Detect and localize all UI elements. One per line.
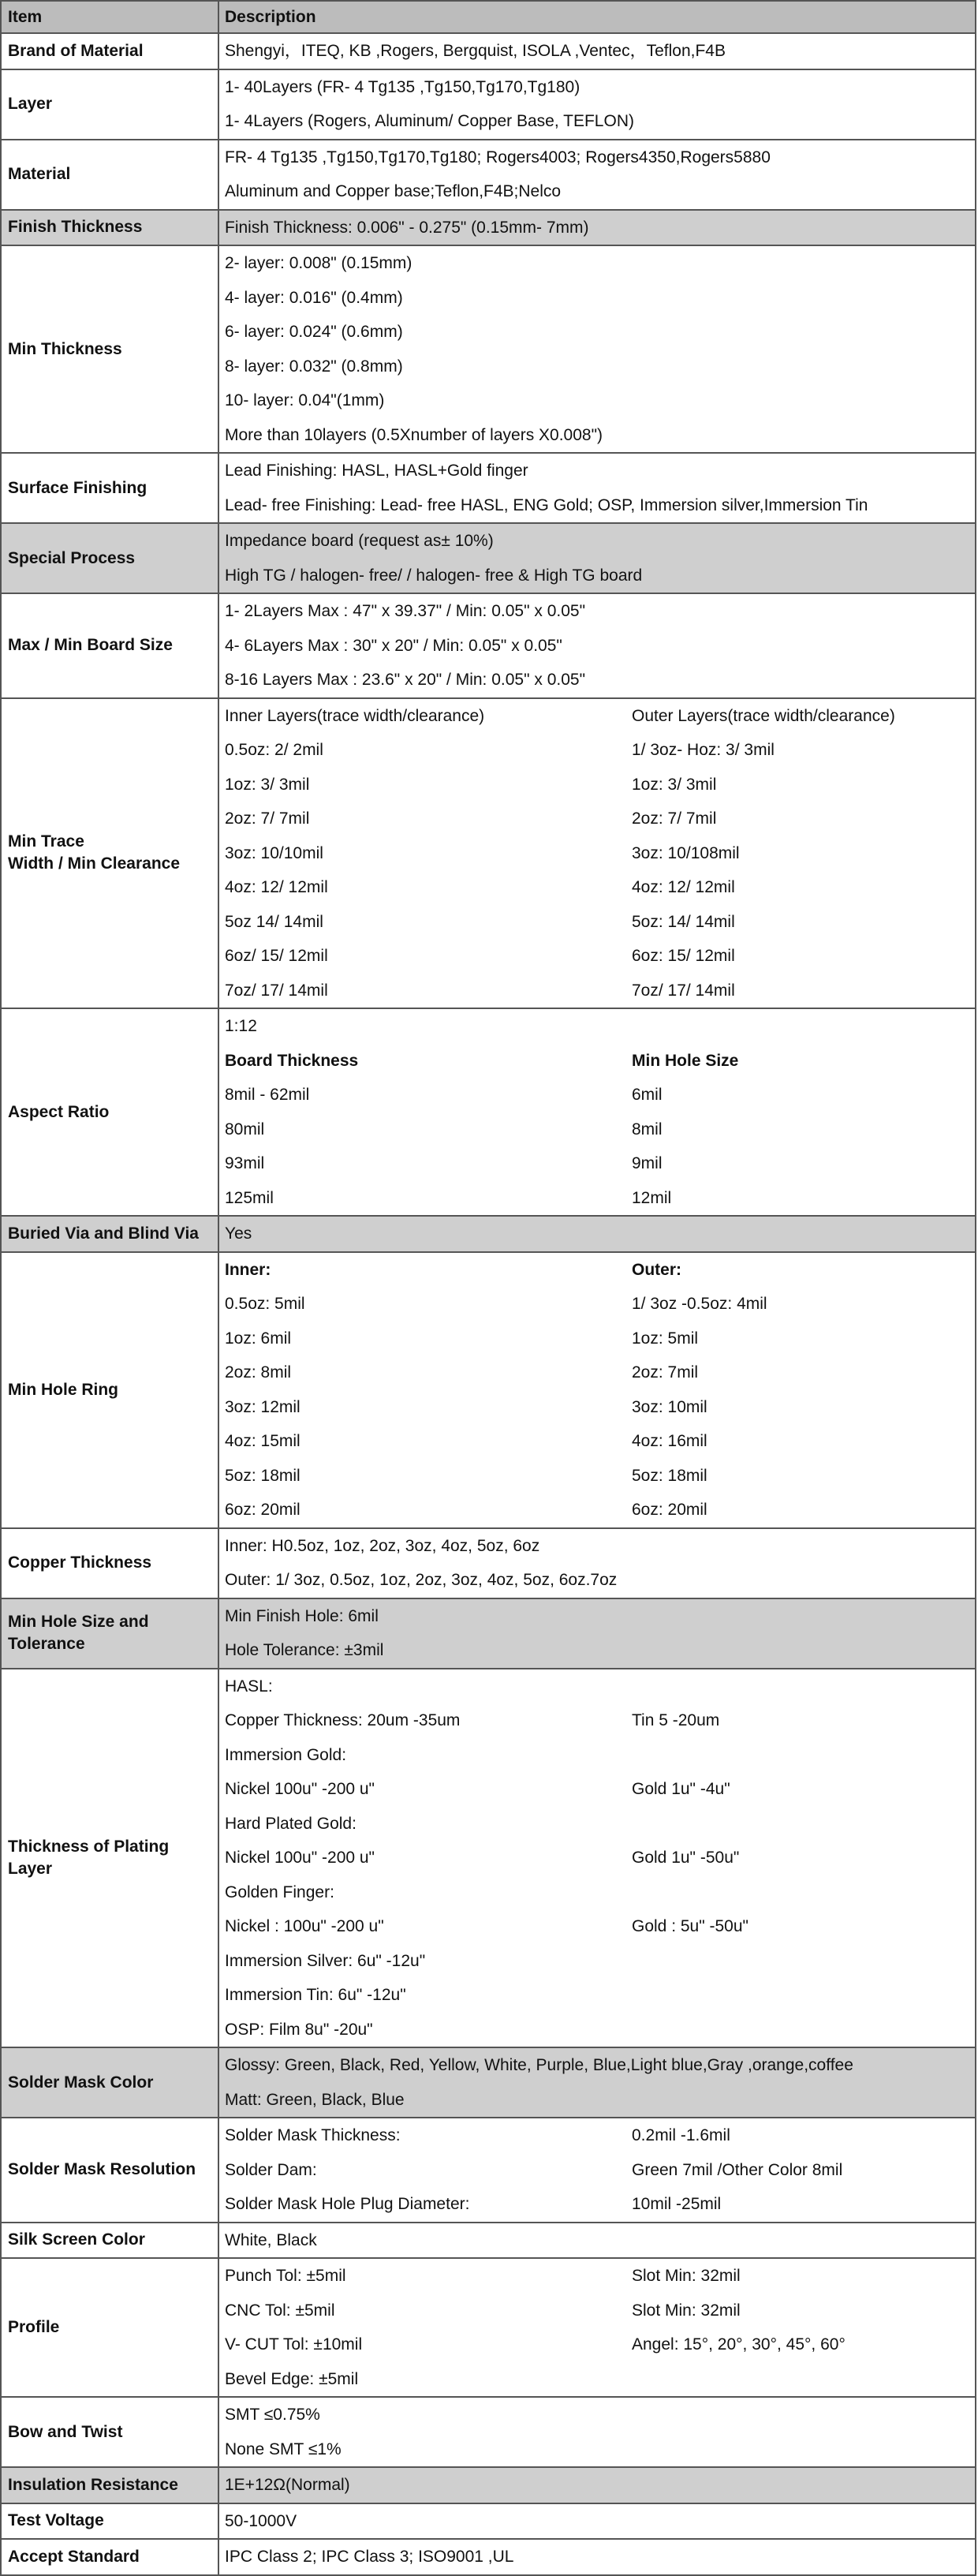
description-line (225, 1772, 975, 1807)
description-line (225, 802, 975, 836)
line-text-right: 6mil (632, 1086, 663, 1104)
description-line (225, 315, 975, 350)
description-line (225, 1112, 975, 1147)
line-text: 8-16 Layers Max : 23.6" x 20" / Min: 0.05" x 0.05" (225, 671, 586, 689)
description-line (225, 2398, 975, 2432)
row-item-label: Insulation Resistance (1, 2467, 218, 2503)
row-item-label: Thickness of Plating Layer (1, 1669, 218, 2048)
line-text: Hole Tolerance: ±3mil (225, 1641, 384, 1659)
description-line (225, 1424, 975, 1459)
line-text-right: 1/ 3oz -0.5oz: 4mil (632, 1295, 767, 1313)
line-text-right: Gold 1u" -50u" (632, 1849, 740, 1867)
line-text-left: 125mil (225, 1188, 274, 1207)
line-text-right: 3oz: 10/108mil (632, 843, 740, 862)
line-text-left: Punch Tol: ±5mil (225, 2267, 346, 2285)
description-line (225, 768, 975, 802)
line-text: Immersion Silver: 6u" -12u" (225, 1951, 426, 1970)
row-item-label: Profile (1, 2258, 218, 2397)
description-line (225, 699, 975, 734)
line-text: Shengyi，ITEQ, KB ,Rogers, Bergquist, ISOLA ,Ventec，Teflon,F4B (225, 42, 726, 60)
description-line (225, 2432, 975, 2467)
table-row (1, 593, 976, 698)
line-text: High TG / halogen- free/ / halogen- free & High TG board (225, 566, 643, 585)
description-line (225, 2362, 975, 2397)
line-text: None SMT ≤1% (225, 2440, 342, 2458)
row-item-label: Accept Standard (1, 2539, 218, 2575)
table-row (1, 1528, 976, 1598)
line-text-left: Inner Layers(trace width/clearance) (225, 706, 485, 725)
line-text-right: 1/ 3oz- Hoz: 3/ 3mil (632, 741, 775, 759)
description-line (225, 1253, 975, 1288)
row-item-label: Layer (1, 69, 218, 140)
line-text-right: 7oz/ 17/ 14mil (632, 981, 735, 1000)
line-text: 10- layer: 0.04"(1mm) (225, 391, 385, 409)
description-line (225, 1459, 975, 1494)
description-line (225, 281, 975, 316)
row-item-label: Max / Min Board Size (1, 593, 218, 698)
row-description (218, 245, 976, 453)
line-text-right: 2oz: 7mil (632, 1363, 699, 1381)
description-line (225, 2187, 975, 2222)
table-row (1, 1008, 976, 1216)
description-line (225, 2294, 975, 2328)
row-item-label: Surface Finishing (1, 453, 218, 523)
table-row (1, 2539, 976, 2575)
table-row (1, 523, 976, 593)
line-text-left: Inner: (225, 1260, 271, 1279)
row-item-label: Copper Thickness (1, 1528, 218, 1598)
line-text: White, Black (225, 2230, 317, 2249)
line-text-left: 8mil - 62mil (225, 1086, 310, 1104)
description-line (225, 2327, 975, 2362)
description-line (225, 1009, 975, 1044)
description-line (225, 2048, 975, 2083)
line-text: Min Finish Hole: 6mil (225, 1606, 379, 1625)
description-line (225, 836, 975, 871)
line-text-left: 5oz: 18mil (225, 1466, 300, 1485)
description-line (225, 211, 975, 245)
table-row (1, 69, 976, 140)
line-text: 1- 40Layers (FR- 4 Tg135 ,Tg150,Tg170,Tg180) (225, 77, 580, 96)
description-line (225, 1078, 975, 1112)
description-line (225, 1217, 975, 1251)
line-text-left: 6oz/ 15/ 12mil (225, 947, 328, 965)
description-line (225, 594, 975, 629)
row-description (218, 2467, 976, 2503)
line-text: 1- 4Layers (Rogers, Aluminum/ Copper Base, TEFLON) (225, 112, 634, 130)
table-row (1, 2047, 976, 2118)
line-text-right: 5oz: 14/ 14mil (632, 912, 735, 931)
description-line (225, 1390, 975, 1425)
table-row (1, 2118, 976, 2223)
line-text: 50-1000V (225, 2511, 297, 2530)
row-description (218, 1528, 976, 1598)
line-text-right: 1oz: 3/ 3mil (632, 775, 717, 794)
row-item-label: Min Trace Width / Min Clearance (1, 698, 218, 1009)
line-text-right: Min Hole Size (632, 1051, 739, 1070)
line-text-right: 1oz: 5mil (632, 1329, 699, 1348)
line-text-right: Green 7mil /Other Color 8mil (632, 2160, 843, 2179)
row-item-label: Material (1, 140, 218, 210)
description-line (225, 1322, 975, 1356)
line-text-left: 3oz: 12mil (225, 1397, 300, 1416)
line-text-right: 12mil (632, 1188, 672, 1207)
description-line (225, 1181, 975, 1216)
line-text-left: Solder Dam: (225, 2160, 317, 2179)
description-line (225, 939, 975, 974)
line-text: 6- layer: 0.024" (0.6mm) (225, 323, 403, 341)
row-item-label: Test Voltage (1, 2503, 218, 2540)
line-text-right: 0.2mil -1.6mil (632, 2126, 730, 2144)
description-line (225, 559, 975, 593)
description-line (225, 2259, 975, 2294)
row-item-label: Brand of Material (1, 33, 218, 69)
row-item-label: Aspect Ratio (1, 1008, 218, 1216)
line-text: More than 10layers (0.5Xnumber of layers X0.008") (225, 425, 603, 444)
table-row (1, 698, 976, 1009)
row-description (218, 1008, 976, 1216)
line-text-right: 5oz: 18mil (632, 1466, 707, 1485)
table-row (1, 33, 976, 69)
line-text-right: 4oz: 16mil (632, 1432, 707, 1450)
line-text-left: 3oz: 10/10mil (225, 843, 323, 862)
line-text-left: 4oz: 12/ 12mil (225, 878, 328, 896)
description-line (225, 1599, 975, 1634)
line-text-right: Gold 1u" -4u" (632, 1780, 730, 1798)
row-item-label: Buried Via and Blind Via (1, 1216, 218, 1252)
line-text-right: 3oz: 10mil (632, 1397, 707, 1416)
line-text-left: Board Thickness (225, 1051, 359, 1070)
row-item-label: Bow and Twist (1, 2397, 218, 2467)
row-description (218, 2503, 976, 2540)
line-text: SMT ≤0.75% (225, 2406, 320, 2424)
row-description (218, 453, 976, 523)
description-line (225, 454, 975, 488)
row-description (218, 33, 976, 69)
line-text: Hard Plated Gold: (225, 1814, 356, 1833)
table-row (1, 1598, 976, 1669)
table-row (1, 245, 976, 453)
row-item-label: Min Hole Ring (1, 1252, 218, 1528)
row-item-label: Special Process (1, 523, 218, 593)
line-text: Bevel Edge: ±5mil (225, 2369, 359, 2388)
row-description (218, 1216, 976, 1252)
line-text: Finish Thickness: 0.006" - 0.275" (0.15mm- 7mm) (225, 218, 589, 237)
description-line (225, 2504, 975, 2539)
row-description (218, 2397, 976, 2467)
line-text-left: 0.5oz: 2/ 2mil (225, 741, 323, 759)
table-header-row (1, 1, 976, 33)
description-line (225, 629, 975, 664)
description-line (225, 104, 975, 139)
line-text-left: 7oz/ 17/ 14mil (225, 981, 328, 1000)
row-item-label: Solder Mask Resolution (1, 2118, 218, 2223)
description-line (225, 663, 975, 697)
line-text-right: Slot Min: 32mil (632, 2267, 741, 2285)
description-line (225, 1044, 975, 1079)
description-line (225, 70, 975, 105)
description-line (225, 1944, 975, 1979)
description-line (225, 1146, 975, 1181)
line-text: 1- 2Layers Max : 47" x 39.37" / Min: 0.05" x 0.05" (225, 602, 586, 620)
row-description (218, 593, 976, 698)
row-description (218, 69, 976, 140)
line-text: 1:12 (225, 1017, 257, 1035)
description-line (225, 1287, 975, 1322)
line-text-left: 4oz: 15mil (225, 1432, 300, 1450)
line-text-left: 1oz: 3/ 3mil (225, 775, 310, 794)
row-description (218, 1669, 976, 2048)
description-line (225, 2118, 975, 2153)
description-line (225, 488, 975, 523)
line-text-left: 2oz: 7/ 7mil (225, 809, 310, 828)
line-text: FR- 4 Tg135 ,Tg150,Tg170,Tg180; Rogers4003; Rogers4350,Rogers5880 (225, 148, 771, 166)
description-line (225, 1738, 975, 1773)
line-text: 2- layer: 0.008" (0.15mm) (225, 254, 412, 272)
description-line (225, 1355, 975, 1390)
line-text: Lead Finishing: HASL, HASL+Gold finger (225, 462, 528, 480)
line-text-right: Outer: (632, 1260, 681, 1279)
description-line (225, 2153, 975, 2188)
table-row (1, 2223, 976, 2259)
description-line (225, 34, 975, 69)
row-description (218, 1252, 976, 1528)
description-line (225, 1563, 975, 1598)
row-description (218, 210, 976, 246)
row-item-label: Min Hole Size and Tolerance (1, 1598, 218, 1669)
line-text: Outer: 1/ 3oz, 0.5oz, 1oz, 2oz, 3oz, 4oz, 5oz, 6oz.7oz (225, 1571, 618, 1589)
line-text: IPC Class 2; IPC Class 3; ISO9001 ,UL (225, 2548, 514, 2566)
line-text-left: 2oz: 8mil (225, 1363, 292, 1381)
row-item-label: Finish Thickness (1, 210, 218, 246)
row-description (218, 2047, 976, 2118)
description-line (225, 1633, 975, 1668)
line-text: Glossy: Green, Black, Red, Yellow, White, Purple, Blue,Light blue,Gray ,orange,coffee (225, 2056, 853, 2074)
table-row (1, 140, 976, 210)
description-line (225, 974, 975, 1008)
line-text-left: CNC Tol: ±5mil (225, 2301, 335, 2320)
description-line (225, 1841, 975, 1875)
line-text: Yes (225, 1224, 252, 1243)
description-line (225, 2083, 975, 2118)
description-line (225, 246, 975, 281)
line-text-left: 5oz 14/ 14mil (225, 912, 323, 931)
row-description (218, 2258, 976, 2397)
line-text-left: Solder Mask Hole Plug Diameter: (225, 2195, 470, 2213)
line-text-right: Outer Layers(trace width/clearance) (632, 706, 895, 725)
row-description (218, 523, 976, 593)
table-row (1, 2503, 976, 2540)
line-text: 4- 6Layers Max : 30" x 20" / Min: 0.05" x 0.05" (225, 636, 562, 655)
line-text: 1E+12Ω(Normal) (225, 2476, 350, 2494)
row-description (218, 1598, 976, 1669)
description-line (225, 140, 975, 175)
line-text-right: 4oz: 12/ 12mil (632, 878, 735, 896)
line-text: 4- layer: 0.016" (0.4mm) (225, 288, 403, 307)
description-line (225, 733, 975, 768)
line-text-right: 9mil (632, 1154, 663, 1172)
description-line (225, 1669, 975, 1704)
table-row (1, 2397, 976, 2467)
line-text-right: 10mil -25mil (632, 2195, 722, 2213)
line-text-left: 80mil (225, 1120, 265, 1138)
line-text: Aluminum and Copper base;Teflon,F4B;Nelco (225, 182, 562, 200)
line-text: Inner: H0.5oz, 1oz, 2oz, 3oz, 4oz, 5oz, 6oz (225, 1536, 540, 1555)
table-row (1, 453, 976, 523)
row-description (218, 2118, 976, 2223)
row-item-label: Solder Mask Color (1, 2047, 218, 2118)
header-description: Description (218, 1, 976, 33)
line-text-right: 8mil (632, 1120, 663, 1138)
line-text-right: 2oz: 7/ 7mil (632, 809, 717, 828)
line-text: Impedance board (request as± 10%) (225, 532, 494, 550)
description-line (225, 1493, 975, 1527)
description-line (225, 174, 975, 209)
table-row (1, 1669, 976, 2048)
description-line (225, 1909, 975, 1944)
line-text-left: V- CUT Tol: ±10mil (225, 2335, 363, 2354)
description-line (225, 383, 975, 418)
line-text-right: 6oz: 20mil (632, 1501, 707, 1519)
line-text-right: Slot Min: 32mil (632, 2301, 741, 2320)
line-text-left: Copper Thickness: 20um -35um (225, 1711, 461, 1729)
description-line (225, 2013, 975, 2047)
row-description (218, 2539, 976, 2575)
header-item: Item (1, 1, 218, 33)
row-description (218, 2223, 976, 2259)
table-row (1, 1216, 976, 1252)
description-line (225, 905, 975, 940)
line-text: 8- layer: 0.032" (0.8mm) (225, 357, 403, 376)
row-description (218, 698, 976, 1009)
line-text-left: Nickel : 100u" -200 u" (225, 1917, 384, 1935)
description-line (225, 1703, 975, 1738)
line-text: Immersion Tin: 6u" -12u" (225, 1986, 406, 2004)
line-text-right: Gold : 5u" -50u" (632, 1917, 748, 1935)
table-row (1, 2258, 976, 2397)
description-line (225, 2540, 975, 2574)
line-text-left: Solder Mask Thickness: (225, 2126, 401, 2144)
description-line (225, 418, 975, 453)
spec-table-body (1, 1, 976, 2575)
line-text-right: Angel: 15°, 20°, 30°, 45°, 60° (632, 2335, 845, 2354)
description-line (225, 1807, 975, 1841)
line-text: HASL: (225, 1677, 273, 1696)
line-text-right: 6oz: 15/ 12mil (632, 947, 735, 965)
table-row (1, 2467, 976, 2503)
line-text-left: 93mil (225, 1154, 265, 1172)
line-text: Lead- free Finishing: Lead- free HASL, ENG Gold; OSP, Immersion silver,Immersion Tin (225, 495, 868, 514)
row-item-label: Min Thickness (1, 245, 218, 453)
row-description (218, 140, 976, 210)
description-line (225, 2468, 975, 2503)
table-row (1, 1252, 976, 1528)
description-line (225, 1978, 975, 2013)
description-line (225, 350, 975, 384)
line-text-right: Tin 5 -20um (632, 1711, 720, 1729)
description-line (225, 1529, 975, 1564)
line-text: Golden Finger: (225, 1882, 334, 1901)
description-line (225, 870, 975, 905)
description-line (225, 2223, 975, 2258)
description-line (225, 524, 975, 559)
table-row (1, 210, 976, 246)
line-text-left: 1oz: 6mil (225, 1329, 292, 1348)
description-line (225, 1875, 975, 1910)
line-text-left: Nickel 100u" -200 u" (225, 1849, 375, 1867)
line-text: Immersion Gold: (225, 1745, 347, 1764)
line-text: OSP: Film 8u" -20u" (225, 2020, 373, 2039)
row-item-label: Silk Screen Color (1, 2223, 218, 2259)
line-text: Matt: Green, Black, Blue (225, 2090, 405, 2109)
line-text-left: 0.5oz: 5mil (225, 1295, 305, 1313)
line-text-left: Nickel 100u" -200 u" (225, 1780, 375, 1798)
line-text-left: 6oz: 20mil (225, 1501, 300, 1519)
